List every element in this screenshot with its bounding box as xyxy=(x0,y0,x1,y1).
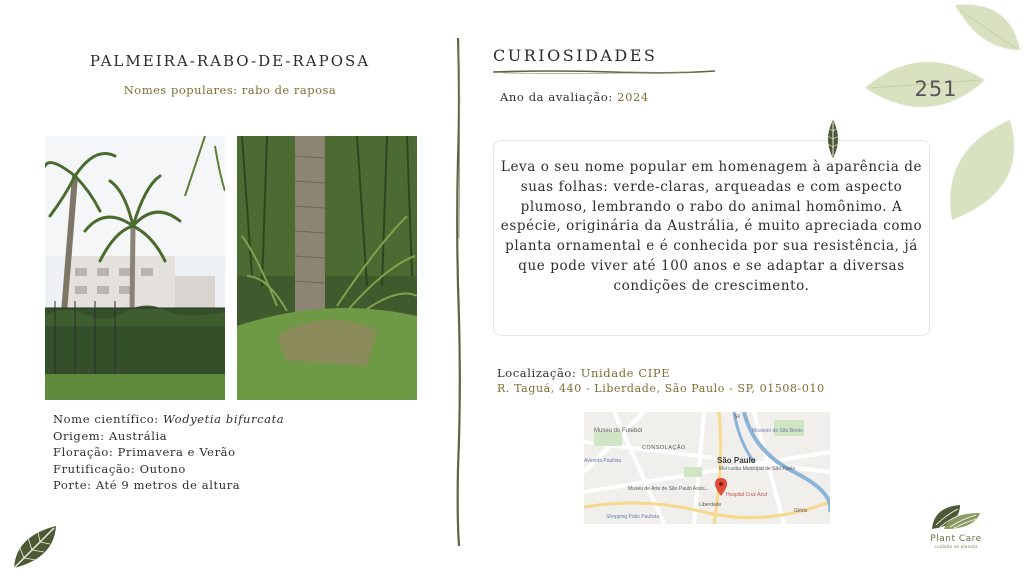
popular-names: Nomes populares: rabo de raposa xyxy=(123,83,337,97)
plant-details xyxy=(53,411,284,494)
map-label-masp: Museu de Arte de São Paulo Assis... xyxy=(628,486,709,492)
location-unit: Unidade CIPE xyxy=(580,366,671,380)
fruiting: Frutificação: Outono xyxy=(53,461,186,476)
scientific-name: Wodyetia bifurcata xyxy=(163,412,285,426)
map-label-museum: Museu do Futebol xyxy=(594,428,643,434)
decorative-leaves xyxy=(860,0,1024,225)
map-label-hospital: Hospital Cruz Azul xyxy=(726,492,767,498)
map-label-sao-bento: Mosteiro de São Bento xyxy=(752,428,803,434)
location-address: R. Taguá, 440 - Liberdade, São Paulo - SP, 01508-010 xyxy=(497,382,825,395)
map-label-consolacao: CONSOLAÇÃO xyxy=(642,445,686,451)
curiosities-text: Leva o seu nome popular em homenagem à aparência de suas folhas: verde-claras, arqueadas e com aspecto plumoso, lembrando o rabo do animal homônimo. A espécie, originária da Austrália, é muito apreciada como planta ornamental e é conhecida por sua resistência, já que pode viver até 100 anos e se adaptar a diversas condições de crescimento. xyxy=(500,159,923,294)
plant-photo-trunk xyxy=(237,136,417,400)
plant-care-logo-icon xyxy=(930,503,982,533)
page-number: 251 xyxy=(914,77,958,101)
map-label-paulista: Avenida Paulista xyxy=(584,458,622,464)
flowering: Floração: Primavera e Verão xyxy=(53,445,236,459)
leaf-icon xyxy=(823,119,843,159)
map-label-market: Mercadão Municipal de São Paulo xyxy=(719,466,796,472)
map-label-liberdade: Liberdade xyxy=(699,502,722,508)
scientific-name-label: Nome científico: xyxy=(53,412,159,426)
map-label-gloria: Glória xyxy=(794,508,808,514)
location-label: Localização: xyxy=(497,366,577,380)
logo-name: Plant Care xyxy=(930,534,982,544)
location-row xyxy=(497,366,670,380)
map-label-se: Sé xyxy=(734,414,741,420)
logo-tagline: cuidado ao planeta xyxy=(934,545,978,550)
year-label: Ano da avaliação: xyxy=(500,90,613,104)
location-map[interactable] xyxy=(584,412,830,524)
scientific-name-row xyxy=(53,411,284,428)
origin: Origem: Austrália xyxy=(53,428,168,443)
map-label-city: São Paulo xyxy=(717,456,756,465)
year-value: 2024 xyxy=(617,90,649,104)
evaluation-year xyxy=(500,90,649,104)
curiosities-title: CURIOSIDADES xyxy=(493,46,658,65)
column-divider xyxy=(452,38,466,546)
plant-title: PALMEIRA-RABO-DE-RAPOSA xyxy=(89,52,371,70)
title-underline xyxy=(493,68,715,76)
plant-photo-full xyxy=(45,136,225,400)
leaf-icon xyxy=(10,522,60,572)
map-label-shopping: Shopping Pátio Paulista xyxy=(606,514,660,520)
plant-size: Porte: Até 9 metros de altura xyxy=(53,478,241,492)
